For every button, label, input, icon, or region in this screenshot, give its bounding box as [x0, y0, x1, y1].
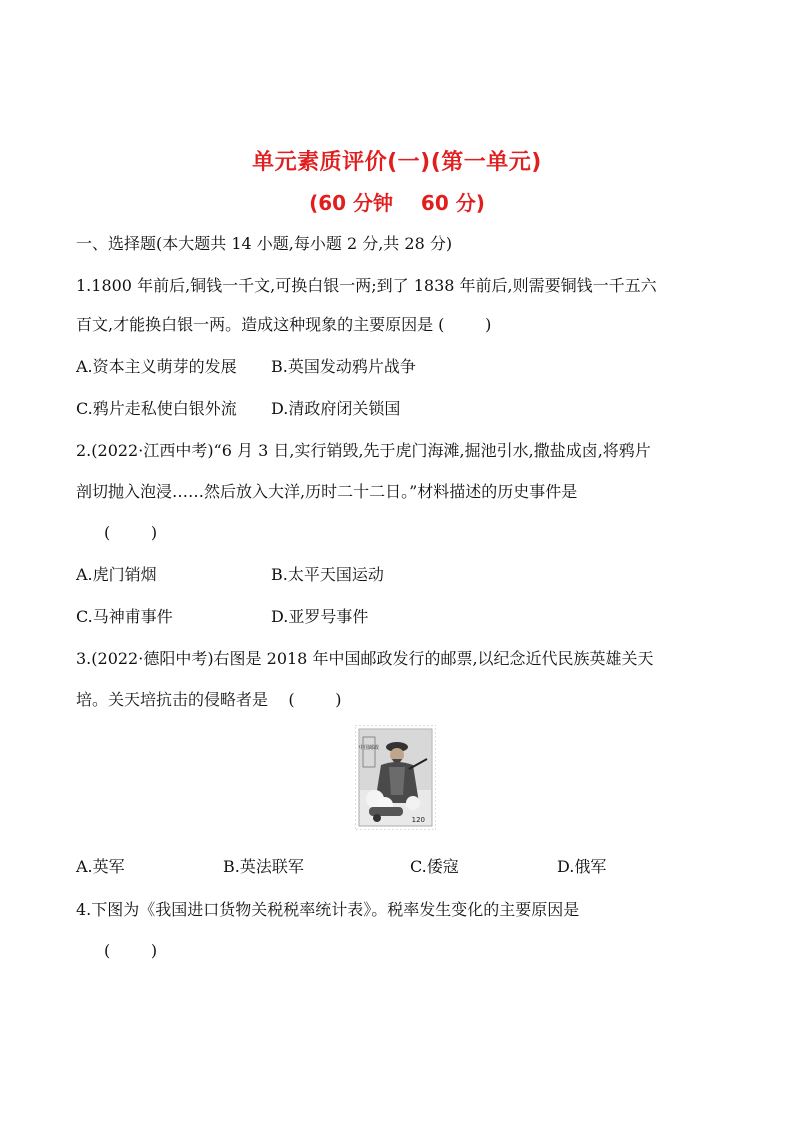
question-1-option-b: B.英国发动鸦片战争	[271, 357, 416, 376]
question-1-option-a: A.资本主义萌芽的发展	[76, 357, 237, 376]
stamp-country-text: 中国邮政	[358, 745, 380, 751]
question-1-line-2: 百文,才能换白银一两。造成这种现象的主要原因是 ( )	[76, 315, 492, 334]
question-1-option-d: D.清政府闭关锁国	[271, 399, 401, 418]
page-title: 单元素质评价(一)(第一单元)	[252, 150, 542, 175]
question-2-line-1: 2.(2022·江西中考)“6 月 3 日,实行销毁,先于虎门海滩,掘池引水,撒盐成卤,将鸦片	[76, 441, 651, 460]
question-3-option-d: D.俄军	[557, 857, 607, 876]
question-3-option-c: C.倭寇	[410, 857, 459, 876]
question-2-line-2: 剖切抛入泡浸……然后放入大洋,历时二十二日。”材料描述的历史事件是	[76, 482, 578, 501]
question-1-option-c: C.鸦片走私使白银外流	[76, 399, 237, 418]
section-heading: 一、选择题(本大题共 14 小题,每小题 2 分,共 28 分)	[76, 234, 453, 253]
question-2-option-d: D.亚罗号事件	[271, 607, 369, 626]
question-3-line-2: 培。关天培抗击的侵略者是 ( )	[76, 690, 342, 709]
question-4-line-1: 4.下图为《我国进口货物关税税率统计表》。税率发生变化的主要原因是	[76, 900, 580, 919]
question-3-line-1: 3.(2022·德阳中考)右图是 2018 年中国邮政发行的邮票,以纪念近代民族英雄关天	[76, 649, 654, 668]
question-3-option-b: B.英法联军	[223, 857, 304, 876]
question-2-answer-blank: ( )	[104, 523, 158, 542]
question-1-line-1: 1.1800 年前后,铜钱一千文,可换白银一两;到了 1838 年前后,则需要铜钱一千五六	[76, 276, 657, 295]
stamp-value-text: 120	[411, 816, 425, 824]
question-2-option-a: A.虎门销烟	[76, 565, 157, 584]
commemorative-stamp-image	[355, 725, 436, 830]
page-subtitle: (60 分钟 60 分)	[309, 191, 485, 215]
question-3-option-a: A.英军	[76, 857, 125, 876]
question-2-option-c: C.马神甫事件	[76, 607, 173, 626]
question-2-option-b: B.太平天国运动	[271, 565, 384, 584]
question-4-answer-blank: ( )	[104, 941, 158, 960]
